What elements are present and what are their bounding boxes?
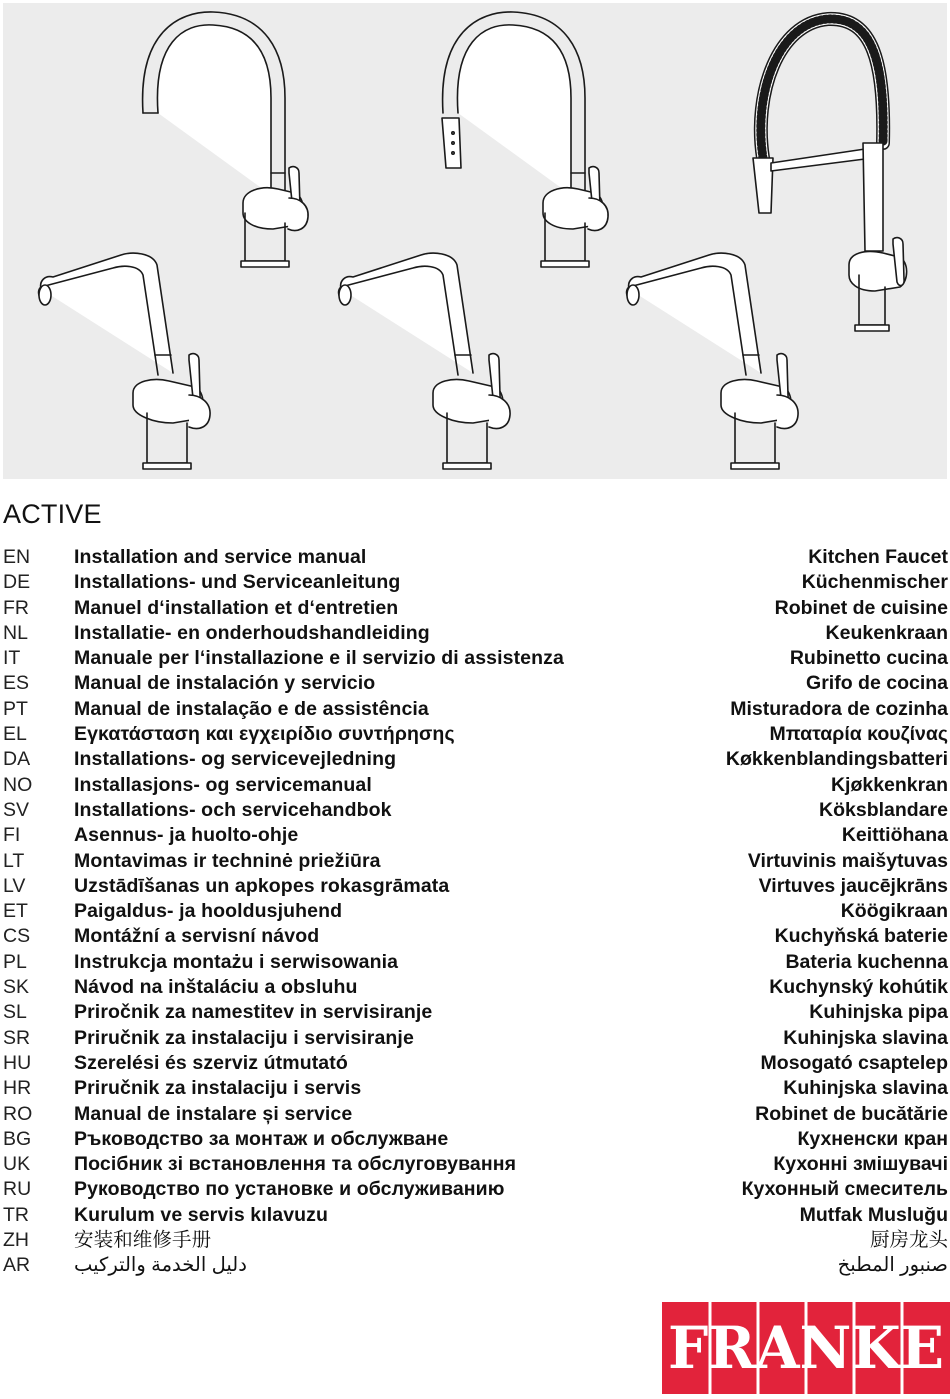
product-name: Virtuves jaucējkrāns (758, 874, 948, 897)
language-code: RU (3, 1178, 32, 1201)
language-code: IT (3, 647, 21, 670)
language-row (0, 975, 950, 1000)
language-row (0, 722, 950, 747)
product-name: Кухонный смеситель (741, 1178, 948, 1201)
franke-logo (662, 1302, 950, 1394)
product-name: Кухонні змішувачі (773, 1153, 948, 1176)
product-title: ACTIVE (3, 499, 102, 529)
language-code: NL (3, 621, 28, 644)
language-row (0, 798, 950, 823)
language-row (0, 1177, 950, 1202)
language-code: HU (3, 1051, 32, 1074)
language-row (0, 773, 950, 798)
language-row (0, 1203, 950, 1228)
product-name: Grifo de cocina (806, 672, 948, 695)
language-row (0, 924, 950, 949)
manual-title: Szerelési és szerviz útmutató (74, 1051, 348, 1074)
manual-title: Manuale per l‘installazione e il servizio di assistenza (74, 647, 564, 670)
faucet-gooseneck-pullout-icon (442, 12, 608, 267)
language-code: SV (3, 798, 30, 821)
product-name: Kjøkkenkran (830, 773, 948, 796)
manual-title: Manual de instalação e de assistência (74, 697, 429, 720)
manual-title: Priročnik za namestitev in servisiranje (74, 1001, 433, 1024)
language-row (0, 1228, 950, 1253)
product-name: Mosogató csaptelep (760, 1051, 948, 1074)
language-code: SL (3, 1001, 27, 1024)
product-name: Köksblandare (819, 798, 948, 821)
manual-title: Kurulum ve servis kılavuzu (74, 1203, 329, 1226)
logo-text: FRANKE (668, 1314, 944, 1382)
language-list (0, 545, 950, 1279)
product-name: Keittiöhana (841, 824, 948, 847)
product-name: Kuhinjska pipa (809, 1001, 948, 1024)
language-code: ES (3, 672, 30, 695)
language-code: TR (3, 1203, 29, 1226)
manual-title: Installations- und Serviceanleitung (74, 571, 401, 594)
faucet-semi-pro-spring-icon (753, 19, 907, 331)
language-row (0, 621, 950, 646)
language-code: UK (3, 1153, 31, 1176)
product-name: Küchenmischer (801, 571, 948, 594)
manual-title: Installations- och servicehandbok (74, 798, 392, 821)
language-code: ET (3, 900, 28, 923)
language-row (0, 950, 950, 975)
language-row (0, 1026, 950, 1051)
language-code: NO (3, 773, 33, 796)
language-code: CS (3, 925, 31, 948)
language-code: RO (3, 1102, 33, 1125)
language-row (0, 899, 950, 924)
product-name: Robinet de cuisine (774, 596, 948, 619)
manual-title: Εγκατάσταση και εγχειρίδιο συντήρησης (74, 723, 455, 746)
language-row (0, 874, 950, 899)
product-name: Kuhinjska slavina (783, 1077, 948, 1100)
language-code: PL (3, 950, 27, 973)
language-code: DE (3, 571, 31, 594)
manual-title: Návod na inštaláciu a obsluhu (74, 976, 358, 999)
language-code: ZH (3, 1229, 29, 1252)
product-name: Virtuvinis maišytuvas (747, 849, 948, 872)
language-row (0, 747, 950, 772)
product-name: Rubinetto cucina (789, 647, 948, 670)
product-name: Kuchynský kohútik (769, 976, 948, 999)
language-row (0, 1051, 950, 1076)
product-name: Mutfak Musluğu (799, 1203, 948, 1226)
product-name: Kuchyňská baterie (774, 925, 948, 948)
language-row (0, 697, 950, 722)
language-row (0, 1253, 950, 1278)
product-name: Μπαταρία κουζίνας (769, 723, 948, 746)
language-code: LT (3, 849, 25, 872)
manual-title: Priručnik za instalaciju i servis (74, 1077, 362, 1100)
language-row (0, 646, 950, 671)
language-code: FI (3, 824, 21, 847)
manual-title: Installations- og servicevejledning (74, 748, 397, 771)
faucet-l-spout-icon (39, 253, 211, 469)
manual-title: Manuel d‘installation et d‘entretien (74, 596, 399, 619)
manual-title: Uzstādīšanas un apkopes rokasgrāmata (74, 874, 450, 897)
manual-title: Instrukcja montażu i serwisowania (74, 950, 399, 973)
language-code: SK (3, 976, 30, 999)
product-name: Kitchen Faucet (808, 546, 948, 568)
language-row (0, 823, 950, 848)
manual-title: Asennus- ja huolto-ohje (74, 824, 299, 847)
faucet-l-spout-pullout-icon (627, 253, 799, 469)
language-row (0, 570, 950, 595)
faucet-gooseneck-icon (143, 12, 309, 267)
language-row (0, 1102, 950, 1127)
manual-title: Montážní a servisní návod (74, 925, 320, 948)
manual-title: Manual de instalación y servicio (74, 672, 376, 695)
language-code: DA (3, 748, 31, 771)
manual-title: Installatie- en onderhoudshandleiding (74, 621, 430, 644)
manual-title: Montavimas ir techninė priežiūra (74, 849, 381, 872)
manual-title: Ръководство за монтаж и обслужване (74, 1127, 449, 1150)
language-row (0, 1076, 950, 1101)
product-name: Bateria kuchenna (785, 950, 948, 973)
manual-title: Посібник зі встановлення та обслуговування (74, 1153, 517, 1176)
manual-title: Руководство по установке и обслуживанию (74, 1178, 505, 1201)
language-code: SR (3, 1026, 31, 1049)
language-code: EN (3, 546, 31, 568)
faucet-illustrations (3, 3, 947, 479)
manual-title: Priručnik za instalaciju i servisiranje (74, 1026, 414, 1049)
manual-title: دليل الخدمة والتركيب (74, 1254, 247, 1277)
language-row (0, 545, 950, 570)
language-code: PT (3, 697, 28, 720)
manual-title: Manual de instalare și service (74, 1102, 353, 1125)
product-name: صنبور المطبخ (837, 1254, 948, 1277)
product-name: Køkkenblandingsbatteri (725, 748, 948, 771)
language-row (0, 1152, 950, 1177)
language-row (0, 1127, 950, 1152)
language-code: LV (3, 874, 26, 897)
faucet-l-spout-pullout-icon (339, 253, 511, 469)
product-name: Köögikraan (840, 900, 948, 923)
manual-title: Paigaldus- ja hooldusjuhend (74, 900, 343, 923)
language-code: EL (3, 723, 27, 746)
product-name: Kuhinjska slavina (783, 1026, 948, 1049)
language-code: AR (3, 1254, 31, 1277)
product-name: Robinet de bucătărie (755, 1102, 948, 1125)
language-row (0, 671, 950, 696)
product-name: Misturadora de cozinha (730, 697, 948, 720)
language-row (0, 849, 950, 874)
manual-title: Installasjons- og servicemanual (74, 773, 372, 796)
manual-title: 安装和维修手册 (74, 1229, 212, 1252)
manual-title: Installation and service manual (74, 546, 367, 568)
language-code: FR (3, 596, 29, 619)
language-code: BG (3, 1127, 32, 1150)
product-name: Кухненски кран (797, 1127, 948, 1150)
product-name: 厨房龙头 (869, 1229, 948, 1252)
language-code: HR (3, 1077, 32, 1100)
product-name: Keukenkraan (825, 621, 948, 644)
language-row (0, 1000, 950, 1025)
language-row (0, 596, 950, 621)
